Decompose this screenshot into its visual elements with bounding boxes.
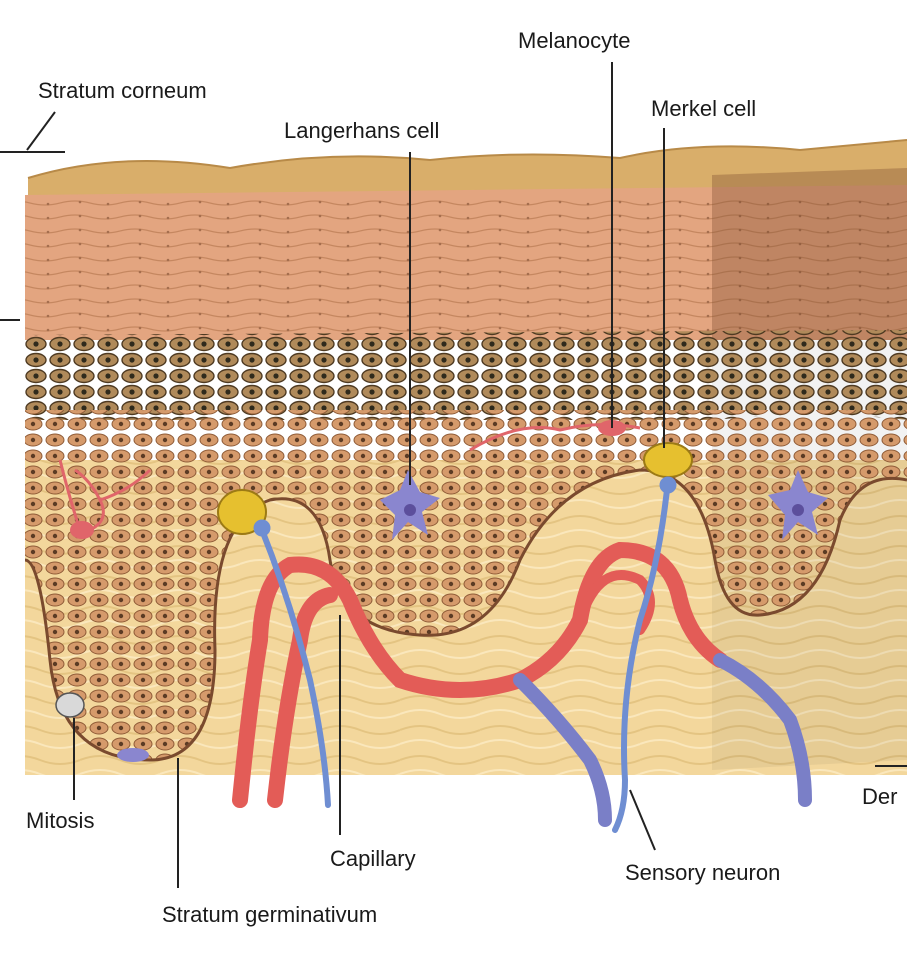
stratum-granulosum-layer bbox=[25, 330, 907, 420]
label-merkel-cell: Merkel cell bbox=[651, 96, 757, 121]
label-sensory-neuron: Sensory neuron bbox=[625, 860, 781, 885]
label-stratum-germinativum: Stratum germinativum bbox=[162, 902, 378, 927]
label-stratum-corneum: Stratum corneum bbox=[38, 78, 207, 103]
label-melanocyte: Melanocyte bbox=[518, 28, 631, 53]
label-mitosis: Mitosis bbox=[26, 808, 95, 833]
label-dermis: Der bbox=[862, 784, 898, 809]
label-capillary: Capillary bbox=[330, 846, 416, 871]
label-langerhans-cell: Langerhans cell bbox=[284, 118, 440, 143]
